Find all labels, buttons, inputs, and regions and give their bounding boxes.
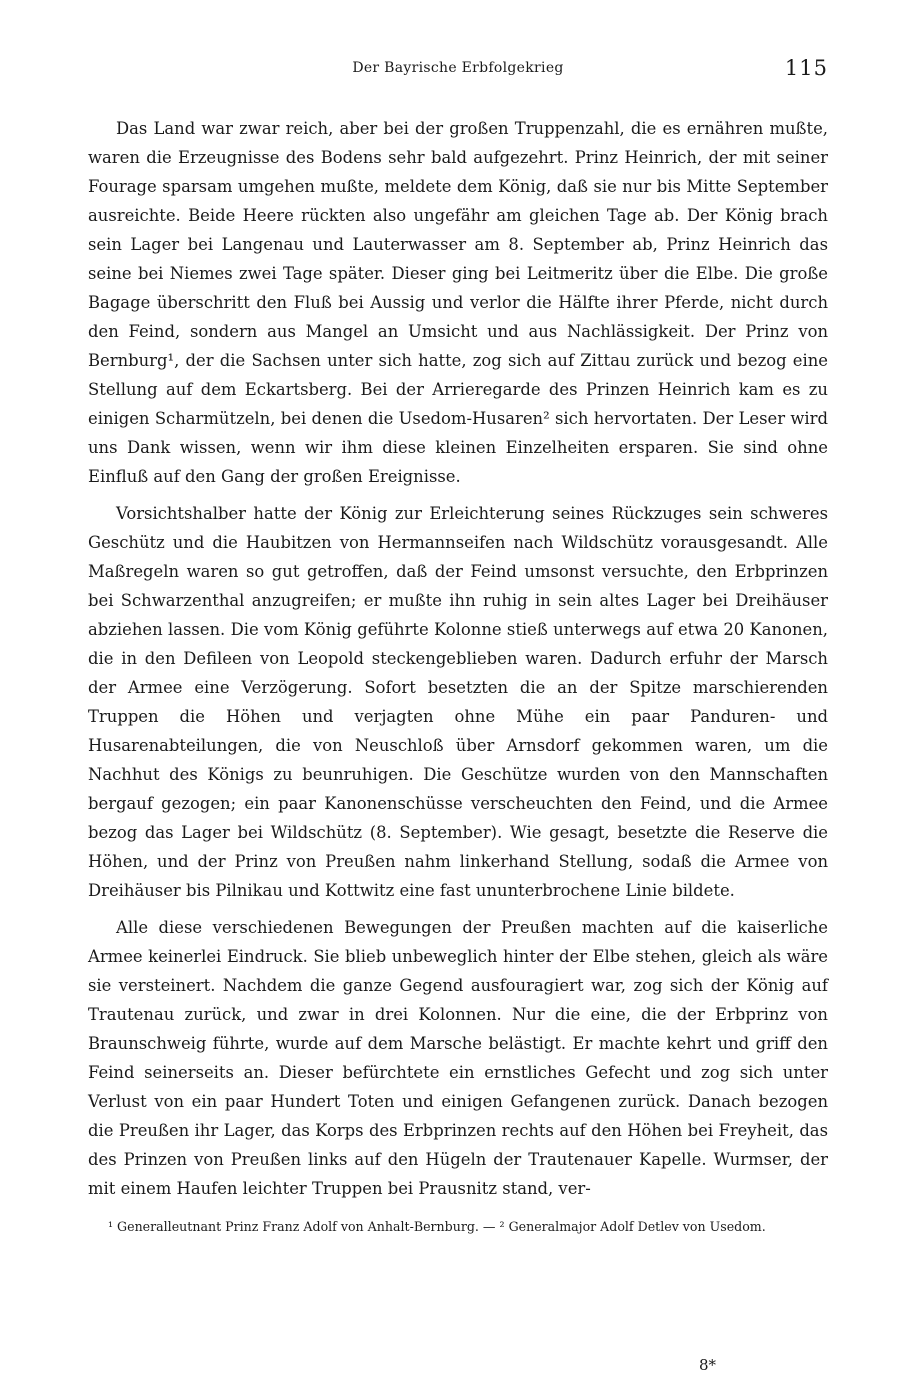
footnotes: ¹ Generalleutnant Prinz Franz Adolf von Anhalt-Bernburg. — ² Generalmajor Adolf Detlev von Usedom. [108, 1219, 766, 1234]
paragraph: Alle diese verschiedenen Bewegungen der Preußen machten auf die kaiserliche Armee keinerlei Eindruck. Sie blieb unbeweglich hinter der Elbe stehen, gleich als wäre sie versteinert. Nachdem die ganze Gegend ausfouragiert war, zog sich der König auf Trautenau zurück, und zwar in drei Kolonnen. Nur die eine, die der Erbprinz von Braunschweig führte, wurde auf dem Marsche belästigt. Er machte kehrt und griff den Feind seinerseits an. Dieser befürchtete ein ernstliches Gefecht und zog sich unter Verlust von ein paar Hundert Toten und einigen Gefangenen zurück. Danach bezogen die Preußen ihr Lager, das Korps des Erbprinzen rechts auf den Höhen bei Freyheit, das des Prinzen von Preußen links auf den Hügeln der Trautenauer Kapelle. Wurmser, der mit einem Haufen leichter Truppen bei Prausnitz stand, ver- [88, 918, 828, 1198]
running-title: Der Bayrische Erbfolgekrieg [352, 60, 564, 76]
body-text [88, 114, 828, 1203]
paragraph: Das Land war zwar reich, aber bei der großen Truppenzahl, die es ernähren mußte, waren die Erzeugnisse des Bodens sehr bald aufgezehrt. Prinz Heinrich, der mit seiner Fourage sparsam umgehen mußte, meldete dem König, daß sie nur bis Mitte September ausreichte. Beide Heere rückten also ungefähr am gleichen Tage ab. Der König brach sein Lager bei Langenau und Lauterwasser am 8. September ab, Prinz Heinrich das seine bei Niemes zwei Tage später. Dieser ging bei Leitmeritz über die Elbe. Die große Bagage überschritt den Fluß bei Aussig und verlor die Hälfte ihrer Pferde, nicht durch den Feind, sondern aus Mangel an Umsicht und aus Nachlässigkeit. Der Prinz von Bernburg¹, der die Sachsen unter sich hatte, zog sich auf Zittau zurück und bezog eine Stellung auf dem Eckartsberg. Bei der Arrieregarde des Prinzen Heinrich kam es zu einigen Scharmützeln, bei denen die Usedom-Husaren² sich hervortaten. Der Leser wird uns Dank wissen, wenn wir ihm diese kleinen Einzelheiten ersparen. Sie sind ohne Einfluß auf den Gang der großen Ereignisse. [88, 119, 828, 486]
book-page [88, 56, 828, 1376]
signature-mark: 8* [698, 1356, 716, 1374]
paragraph: Vorsichtshalber hatte der König zur Erleichterung seines Rückzuges sein schweres Geschütz und die Haubitzen von Hermannseifen nach Wildschütz vorausgesandt. Alle Maßregeln waren so gut getroffen, daß der Feind umsonst versuchte, den Erbprinzen bei Schwarzenthal anzugreifen; er mußte ihn ruhig in sein altes Lager bei Dreihäuser abziehen lassen. Die vom König geführte Kolonne stieß unterwegs auf etwa 20 Kanonen, die in den Defileen von Leopold steckengeblieben waren. Dadurch erfuhr der Marsch der Armee eine Verzögerung. Sofort besetzten die an der Spitze marschierenden Truppen die Höhen und verjagten ohne Mühe ein paar Panduren- und Husarenabteilungen, die von Neuschloß über Arnsdorf gekommen waren, um die Nachhut des Königs zu beunruhigen. Die Geschütze wurden von den Mannschaften bergauf gezogen; ein paar Kanonenschüsse verscheuchten den Feind, und die Armee bezog das Lager bei Wildschütz (8. September). Wie gesagt, besetzte die Reserve die Höhen, und der Prinz von Preußen nahm linkerhand Stellung, sodaß die Armee von Dreihäuser bis Pilnikau und Kottwitz eine fast ununterbrochene Linie bildete. [88, 504, 828, 900]
page-number: 115 [784, 56, 828, 80]
running-header [88, 56, 828, 86]
